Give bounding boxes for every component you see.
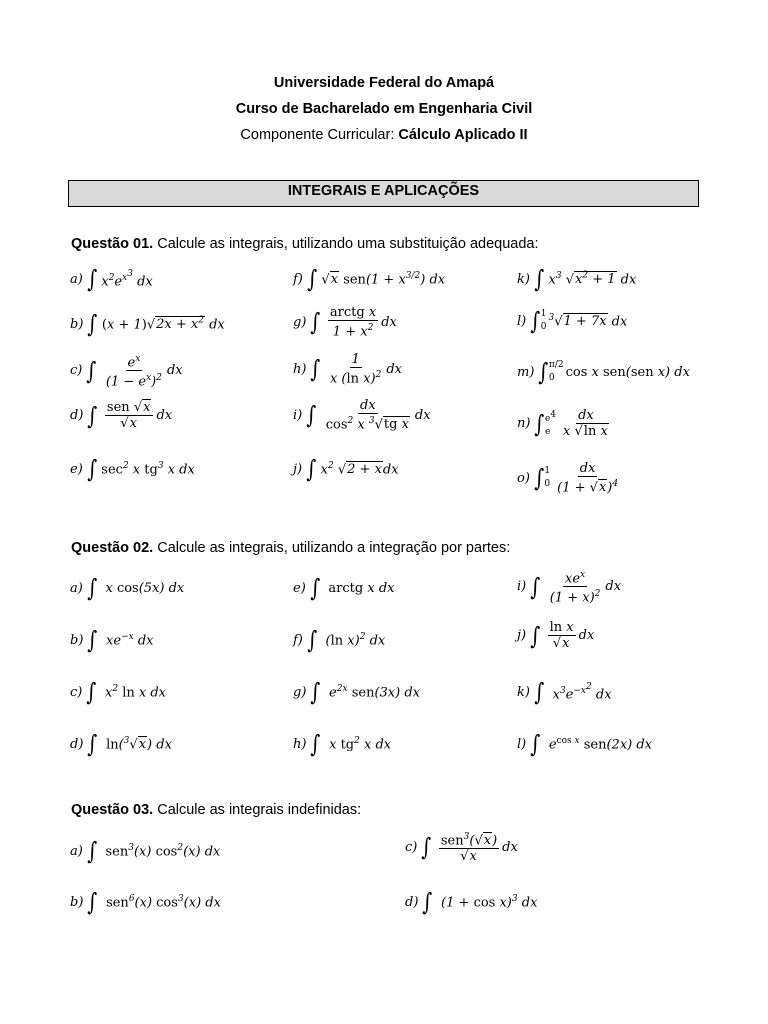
question-01-label: Questão 01. [71, 236, 154, 252]
q1-item-j: j) ∫ $x^2$ √2 + xdx [293, 455, 399, 483]
component-line [0, 122, 768, 148]
q2-item-h: h) ∫ x $tg^2$ x dx [293, 730, 392, 758]
question-01-heading [71, 236, 539, 252]
q1-item-f: f) ∫ √x $sen(1 + x^{3/2})$ dx [293, 265, 446, 293]
question-01-text: Calcule as integrais, utilizando uma substituição adequada: [153, 236, 539, 252]
section-title: INTEGRAIS E APLICAÇÕES [68, 180, 699, 207]
q2-item-c: c) ∫ $x^2$ ln x dx [70, 678, 166, 706]
course-name: Curso de Bacharelado em Engenharia Civil [235, 101, 533, 117]
university-name: Universidade Federal do Amapá [273, 75, 495, 91]
q1-item-h: h) ∫ $\frac{1}{x (\ln x)^2}$ dx [293, 352, 402, 387]
question-03-heading [71, 802, 361, 818]
q1-item-g: g) ∫ $\frac{\text{arctg x}}{1 + x^2}$ dx [293, 305, 397, 340]
q3-item-c: c) ∫ $\frac{sen^3(√x)}{√x}$ dx [405, 832, 518, 865]
q1-item-o: o) ∫ 1 0 $\frac{dx}{(1 + √x)^4}$ [517, 461, 619, 496]
q1-item-m: m) ∫ π/2 0 cos x sen(sen x) dx [517, 358, 690, 386]
question-03-label: Questão 03. [71, 802, 154, 818]
question-03-text: Calcule as integrais indefinidas: [153, 802, 362, 818]
q2-item-b: b) ∫ $xe^{-x}$ dx [70, 626, 154, 654]
component-value: Cálculo Aplicado II [398, 127, 528, 143]
q3-item-d: d) ∫ $(1 + \cos x)^3$ dx [405, 888, 538, 916]
q2-item-l: l) ∫ $e^{cos x}$ sen(2x) dx [517, 730, 653, 758]
question-02-text: Calcule as integrais, utilizando a integração por partes: [153, 540, 511, 556]
q3-item-a: a) ∫ sen$^3$(x) $\cos^2(x)$ dx [70, 837, 221, 865]
q2-item-e: e) ∫ arctg x dx [293, 574, 395, 602]
q3-item-b: b) ∫ sen$^6$(x) $\cos^3(x)$ dx [70, 888, 221, 916]
q2-item-j: j) ∫ $\frac{\text{ln x}}{√x}$ dx [517, 620, 595, 651]
q1-item-n: n) ∫ $e^4$ e $\frac{dx}{\text{x √ln x}}$ [517, 408, 608, 439]
q2-item-a: a) ∫ x cos(5x) dx [70, 574, 185, 602]
q1-item-b: b) ∫ $(x + 1)√2x + x^2$ dx [70, 310, 225, 338]
q2-item-g: g) ∫ $e^{2x}$ sen(3x) dx [293, 678, 420, 706]
q1-item-d: d) ∫ $\frac{\text{sen √x}}{√x}$ dx [70, 400, 173, 431]
q1-item-k: k) ∫ $x^3$ $√x^2 + 1$ dx [517, 265, 637, 293]
q2-item-i: i) ∫ $\frac{xe^x}{(1 + x)^2}$ dx [517, 570, 622, 606]
q2-item-k: k) ∫ $x^3e^{-x^2}$ dx [517, 678, 612, 706]
q1-item-e: e) ∫ $\sec^2 x$ $tg^3$ x dx [70, 455, 195, 483]
q1-item-a: a) ∫ $x^2e^{x^3}$ dx [70, 265, 153, 293]
document-header [0, 70, 768, 148]
question-02-label: Questão 02. [71, 540, 154, 556]
q2-item-d: d) ∫ ln($^3$√x) dx [70, 730, 172, 758]
component-label: Componente Curricular: [240, 127, 399, 143]
question-02-heading [71, 540, 510, 556]
q1-item-i: i) ∫ $\frac{dx}{\cos^2 x ^3√tg x}$ dx [293, 398, 431, 433]
q2-item-f: f) ∫ (ln x)$^2$ dx [293, 626, 386, 654]
q1-item-l: l) ∫ 1 0 $^3$√1 + 7x dx [517, 307, 628, 335]
q1-item-c: c) ∫ $\frac{e^x}{(1 - e^x)^2}$ dx [70, 354, 183, 390]
